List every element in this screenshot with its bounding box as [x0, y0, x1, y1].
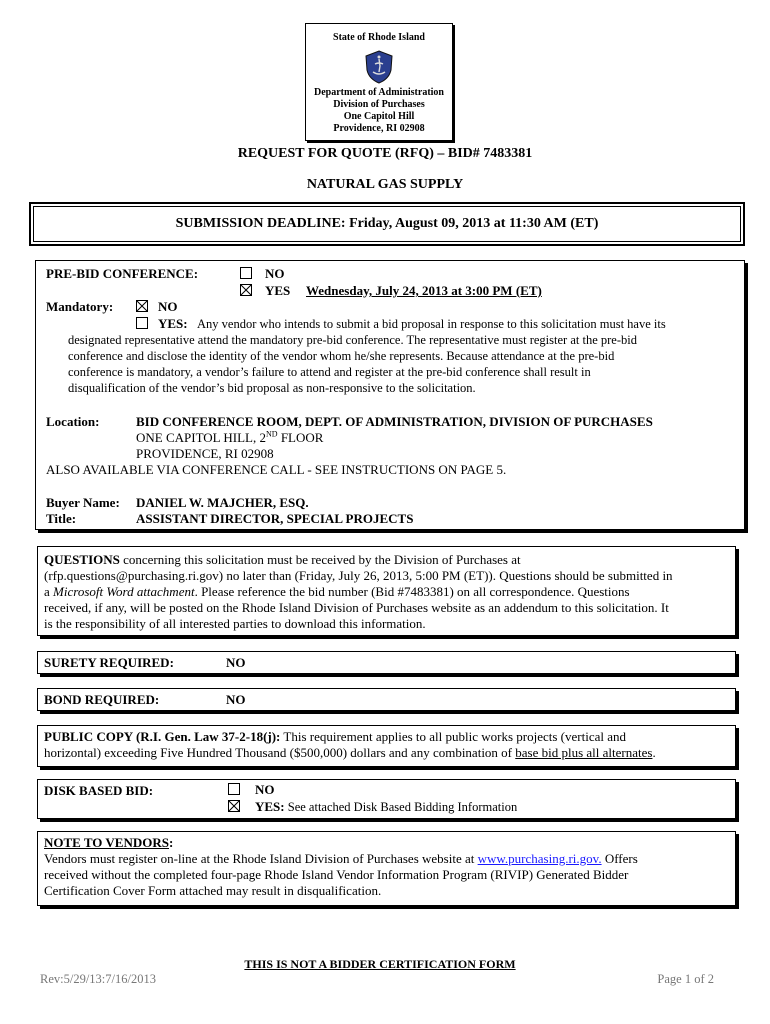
agency-header-box: [305, 23, 453, 141]
purchasing-website-link[interactable]: www.purchasing.ri.gov.: [477, 851, 602, 866]
location-label: Location:: [46, 414, 100, 429]
public-copy-text: .: [652, 745, 656, 760]
buyer-title-value: ASSISTANT DIRECTOR, SPECIAL PROJECTS: [136, 511, 414, 526]
surety-value: NO: [226, 655, 246, 670]
location-floor: ONE CAPITOL HILL, 2: [136, 430, 266, 445]
disk-bid-label: DISK BASED BID:: [44, 783, 154, 798]
mandatory-text-line: designated representative attend the mandatory pre-bid conference. The representative must register at the pre-bid: [68, 333, 637, 347]
questions-heading: QUESTIONS: [44, 552, 120, 567]
mandatory-no-checkbox[interactable]: [136, 300, 148, 312]
questions-line: [44, 568, 673, 584]
disk-yes-line: [255, 799, 517, 815]
public-copy-line: [44, 745, 656, 761]
check-x-icon: [241, 285, 251, 295]
bond-label: BOND REQUIRED:: [44, 692, 160, 707]
surety-label: SURETY REQUIRED:: [44, 655, 174, 670]
state-name: State of Rhode Island: [333, 32, 425, 43]
ordinal-suffix: ND: [266, 429, 278, 439]
address-line: Providence, RI 02908: [333, 123, 425, 134]
note-line: Certification Cover Form attached may result in disqualification.: [44, 883, 382, 898]
agency-address: [306, 87, 452, 135]
mandatory-text-line: conference is mandatory, a vendor’s failure to attend and register at the pre-bid conference shall result in: [68, 365, 591, 379]
rfq-title: REQUEST FOR QUOTE (RFQ) – BID# 7483381: [237, 146, 533, 161]
bond-value: NO: [226, 692, 246, 707]
state-seal-icon: [364, 50, 394, 84]
page-number: Page 1 of 2: [657, 972, 714, 986]
mandatory-text-line: disqualification of the vendor’s bid proposal as non-responsive to the solicitation.: [68, 381, 476, 395]
revision-label: Rev:5/29/13:7/16/2013: [40, 972, 156, 986]
public-copy-text: This requirement applies to all public works projects (vertical and: [280, 729, 626, 744]
note-line: received without the completed four-page Rhode Island Vendor Information Program (RIVIP) Generated Bidder: [44, 867, 629, 882]
mandatory-yes-label: YES:: [158, 316, 188, 331]
questions-line: is the responsibility of all interested parties to download this information.: [44, 616, 426, 631]
public-copy-heading: PUBLIC COPY (R.I. Gen. Law 37-2-18(j):: [44, 729, 281, 744]
prebid-yes-checkbox[interactable]: [240, 284, 252, 296]
note-text: Vendors must register on-line at the Rhode Island Division of Purchases website at: [44, 851, 478, 866]
note-heading-line: [44, 835, 173, 851]
note-heading: NOTE TO VENDORS: [44, 835, 169, 850]
public-copy-text: horizontal) exceeding Five Hundred Thousand ($500,000) dollars and any combination of: [44, 745, 516, 760]
questions-text: a: [44, 584, 54, 599]
prebid-no-checkbox[interactable]: [240, 267, 252, 279]
public-copy-line: [44, 729, 626, 745]
location-line: [136, 430, 323, 446]
questions-line: received, if any, will be posted on the Rhode Island Division of Purchases website as an addendum to this solicitation. It: [44, 600, 669, 615]
buyer-name-label: Buyer Name:: [46, 495, 120, 510]
disk-yes-checkbox[interactable]: [228, 800, 240, 812]
questions-text: . Please reference the bid number (Bid #7483381) on all correspondence. Questions: [194, 584, 630, 599]
conference-call-note: ALSO AVAILABLE VIA CONFERENCE CALL - SEE INSTRUCTIONS ON PAGE 5.: [46, 462, 507, 477]
questions-email-text: (rfp.questions@purchasing.ri.gov) no later than (Friday, July 26, 2013, 5:00 PM (ET)). Questions should be submitted in: [44, 568, 673, 583]
location-line: PROVIDENCE, RI 02908: [136, 446, 274, 461]
note-line: [44, 851, 638, 867]
prebid-no-label: NO: [265, 266, 285, 281]
check-x-icon: [137, 301, 147, 311]
buyer-title-label: Title:: [46, 511, 77, 526]
disk-yes-label: YES:: [255, 799, 285, 814]
mandatory-yes-checkbox[interactable]: [136, 317, 148, 329]
disk-no-checkbox[interactable]: [228, 783, 240, 795]
prebid-date: Wednesday, July 24, 2013 at 3:00 PM (ET): [306, 283, 542, 298]
location-floor-suffix: FLOOR: [277, 430, 324, 445]
note-heading-colon: :: [169, 835, 174, 850]
address-line: One Capitol Hill: [343, 111, 415, 122]
buyer-name-value: DANIEL W. MAJCHER, ESQ.: [136, 495, 309, 510]
base-bid-text: base bid plus all alternates: [515, 745, 653, 760]
questions-italic: Microsoft Word attachment: [53, 584, 195, 599]
prebid-yes-label: YES: [265, 283, 291, 298]
mandatory-no-label: NO: [158, 299, 178, 314]
questions-text: concerning this solicitation must be received by the Division of Purchases at: [119, 552, 521, 567]
check-x-icon: [229, 801, 239, 811]
questions-line-1: [44, 552, 734, 568]
address-line: Division of Purchases: [333, 99, 425, 110]
disk-yes-detail: See attached Disk Based Bidding Information: [284, 800, 518, 814]
mandatory-text-line: conference and disclose the identity of the vendor whom he/she represents. Because attendance at the pre-bid: [68, 349, 615, 363]
address-line: Department of Administration: [314, 87, 444, 98]
note-text: Offers: [601, 851, 638, 866]
questions-line: [44, 584, 630, 600]
submission-deadline: SUBMISSION DEADLINE: Friday, August 09, 2013 at 11:30 AM (ET): [33, 206, 741, 242]
location-line: BID CONFERENCE ROOM, DEPT. OF ADMINISTRATION, DIVISION OF PURCHASES: [136, 414, 653, 429]
mandatory-label: Mandatory:: [46, 299, 114, 314]
disk-no-label: NO: [255, 782, 275, 797]
rfq-subject: NATURAL GAS SUPPLY: [306, 177, 464, 192]
not-bidder-certification-notice: THIS IS NOT A BIDDER CERTIFICATION FORM: [244, 957, 516, 971]
mandatory-text-line: Any vendor who intends to submit a bid proposal in response to this solicitation must have its: [197, 317, 666, 331]
prebid-label: PRE-BID CONFERENCE:: [46, 266, 199, 281]
